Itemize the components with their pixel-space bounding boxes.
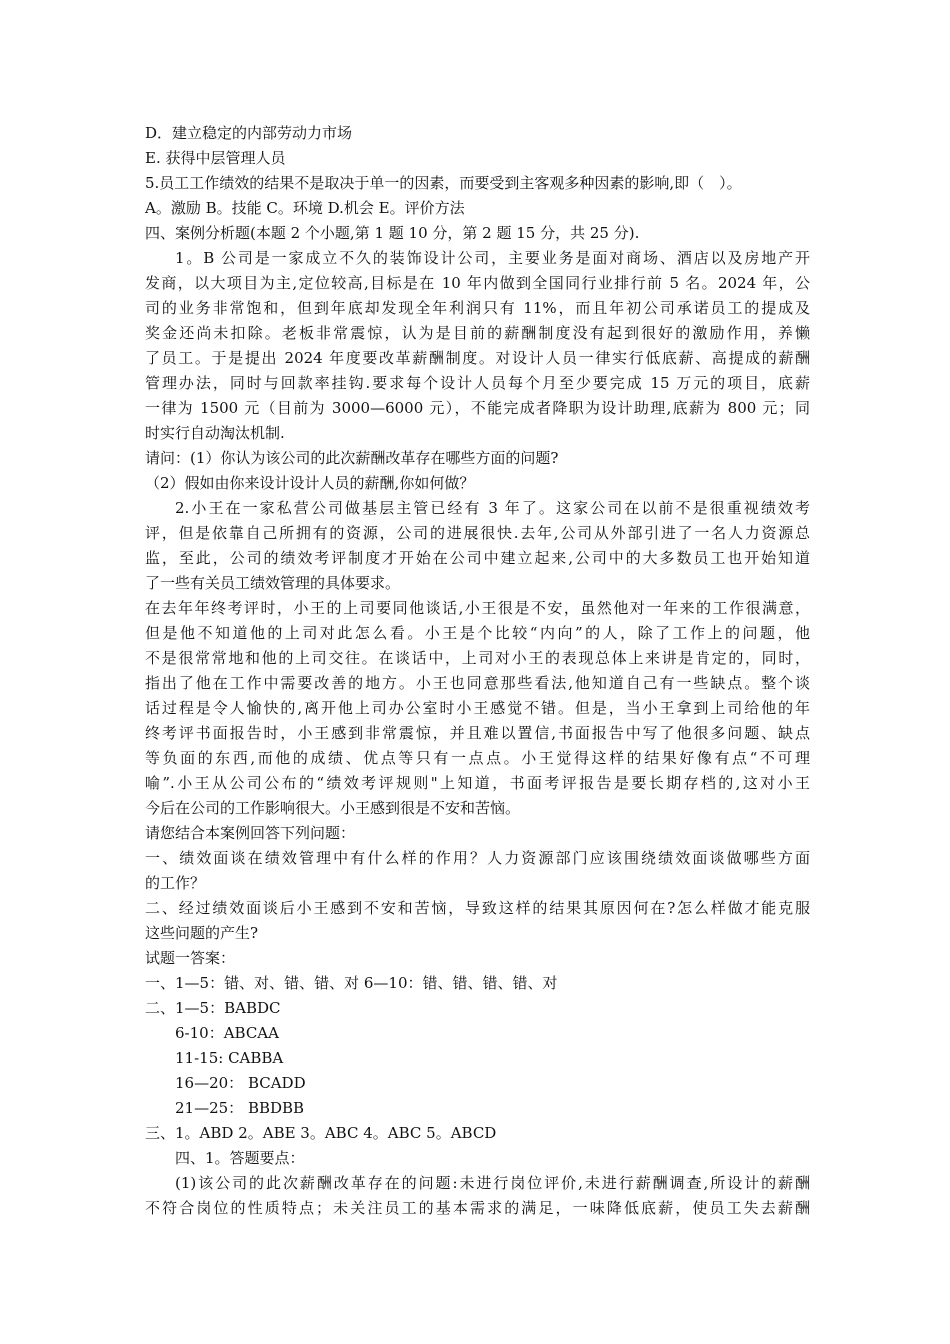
- text-line: 一、1—5：错、对、错、错、对 6—10：错、错、错、错、对: [145, 974, 558, 992]
- text-line: 16—20： BCADD: [175, 1074, 306, 1092]
- text-line: 今后在公司的工作影响很大。小王感到很是不安和苦恼。: [145, 799, 521, 817]
- text-line: 二、经过绩效面谈后小王感到不安和苦恼，导致这样的结果其原因何在?怎么样做才能克服: [145, 899, 810, 917]
- text-line: 请问：(1）你认为该公司的此次薪酬改革存在哪些方面的问题?: [145, 449, 559, 467]
- text-line: 四、案例分析题(本题 2 个小题,第 1 题 10 分，第 2 题 15 分，共 25 分).: [145, 224, 640, 242]
- text-line: 一律为 1500 元（目前为 3000—6000 元），不能完成者降职为设计助理,底薪为 800 元；同: [145, 399, 810, 417]
- text-line: 司的业务非常饱和，但到年底却发现全年利润只有 11%，而且年初公司承诺员工的提成及: [145, 299, 810, 317]
- text-line: 了员工。于是提出 2024 年度要改革薪酬制度。对设计人员一律实行低底薪、高提成的薪酬: [145, 349, 810, 367]
- document-body: [145, 121, 810, 1221]
- text-line: 了一些有关员工绩效管理的具体要求。: [145, 574, 401, 592]
- text-line: 二、1—5：BABDC: [145, 999, 281, 1017]
- text-line: 但是他不知道他的上司对此怎么看。小王是个比较“内向”的人，除了工作上的问题，他: [145, 624, 810, 642]
- text-line: 评，但是依靠自己所拥有的资源，公司的进展很快.去年,公司从外部引进了一名人力资源总: [145, 524, 810, 542]
- text-line: D．建立稳定的内部劳动力市场: [145, 124, 353, 142]
- text-line: 监，至此，公司的绩效考评制度才开始在公司中建立起来,公司中的大多数员工也开始知道: [145, 549, 810, 567]
- text-line: 不是很常常地和他的上司交往。在谈话中，上司对小王的表现总体上来讲是肯定的，同时，: [145, 649, 810, 667]
- text-line: 一、绩效面谈在绩效管理中有什么样的作用？人力资源部门应该围绕绩效面谈做哪些方面: [145, 849, 810, 867]
- text-line: 奖金还尚未扣除。老板非常震惊，认为是目前的薪酬制度没有起到很好的激励作用，养懒: [145, 324, 810, 342]
- text-line: A。激励 B。技能 C。环境 D.机会 E。评价方法: [145, 199, 465, 217]
- text-line: 1。B 公司是一家成立不久的装饰设计公司，主要业务是面对商场、酒店以及房地产开: [175, 249, 810, 267]
- text-line: E. 获得中层管理人员: [145, 149, 286, 167]
- text-line: 不符合岗位的性质特点；未关注员工的基本需求的满足，一味降低底薪，使员工失去薪酬: [145, 1199, 810, 1217]
- text-line: 请您结合本案例回答下列问题：: [145, 824, 356, 842]
- text-line: 喻”.小王从公司公布的“绩效考评规则"上知道，书面考评报告是要长期存档的,这对小王: [145, 774, 810, 792]
- text-line: 三、1。ABD 2。ABE 3。ABC 4。ABC 5。ABCD: [145, 1124, 497, 1142]
- text-line: 21—25： BBDBB: [175, 1099, 305, 1117]
- text-line: 5.员工工作绩效的结果不是取决于单一的因素，而要受到主客观多种因素的影响,即（ ）。: [145, 174, 742, 192]
- text-line: 试题一答案：: [145, 949, 236, 967]
- text-line: 四、1。答题要点：: [175, 1149, 305, 1167]
- text-line: （2）假如由你来设计设计人员的薪酬,你如何做？: [145, 474, 475, 492]
- text-line: (1)该公司的此次薪酬改革存在的问题:未进行岗位评价,未进行薪酬调查,所设计的薪酬: [175, 1174, 810, 1192]
- text-line: 时实行自动淘汰机制.: [145, 424, 285, 442]
- text-line: 的工作？: [145, 874, 206, 892]
- text-line: 终考评书面报告时，小王感到非常震惊，并且难以置信,书面报告中写了他很多问题、缺点: [145, 724, 810, 742]
- text-line: 2.小王在一家私营公司做基层主管已经有 3 年了。这家公司在以前不是很重视绩效考: [175, 499, 810, 517]
- text-line: 这些问题的产生?: [145, 924, 259, 942]
- text-line: 等负面的东西,而他的成绩、优点等只有一点点。小王觉得这样的结果好像有点“不可理: [145, 749, 810, 767]
- text-line: 指出了他在工作中需要改善的地方。小王也同意那些看法,他知道自己有一些缺点。整个谈: [145, 674, 810, 692]
- text-line: 管理办法，同时与回款率挂钩.要求每个设计人员每个月至少要完成 15 万元的项目，底薪: [145, 374, 810, 392]
- text-line: 11-15: CABBA: [175, 1049, 284, 1067]
- text-line: 发商，以大项目为主,定位较高,目标是在 10 年内做到全国同行业排行前 5 名。2024 年，公: [145, 274, 810, 292]
- text-line: 6-10：ABCAA: [175, 1024, 279, 1042]
- text-line: 在去年年终考评时，小王的上司要同他谈话,小王很是不安，虽然他对一年来的工作很满意，: [145, 599, 810, 617]
- text-line: 话过程是令人愉快的,离开他上司办公室时小王感觉不错。但是，当小王拿到上司给他的年: [145, 699, 810, 717]
